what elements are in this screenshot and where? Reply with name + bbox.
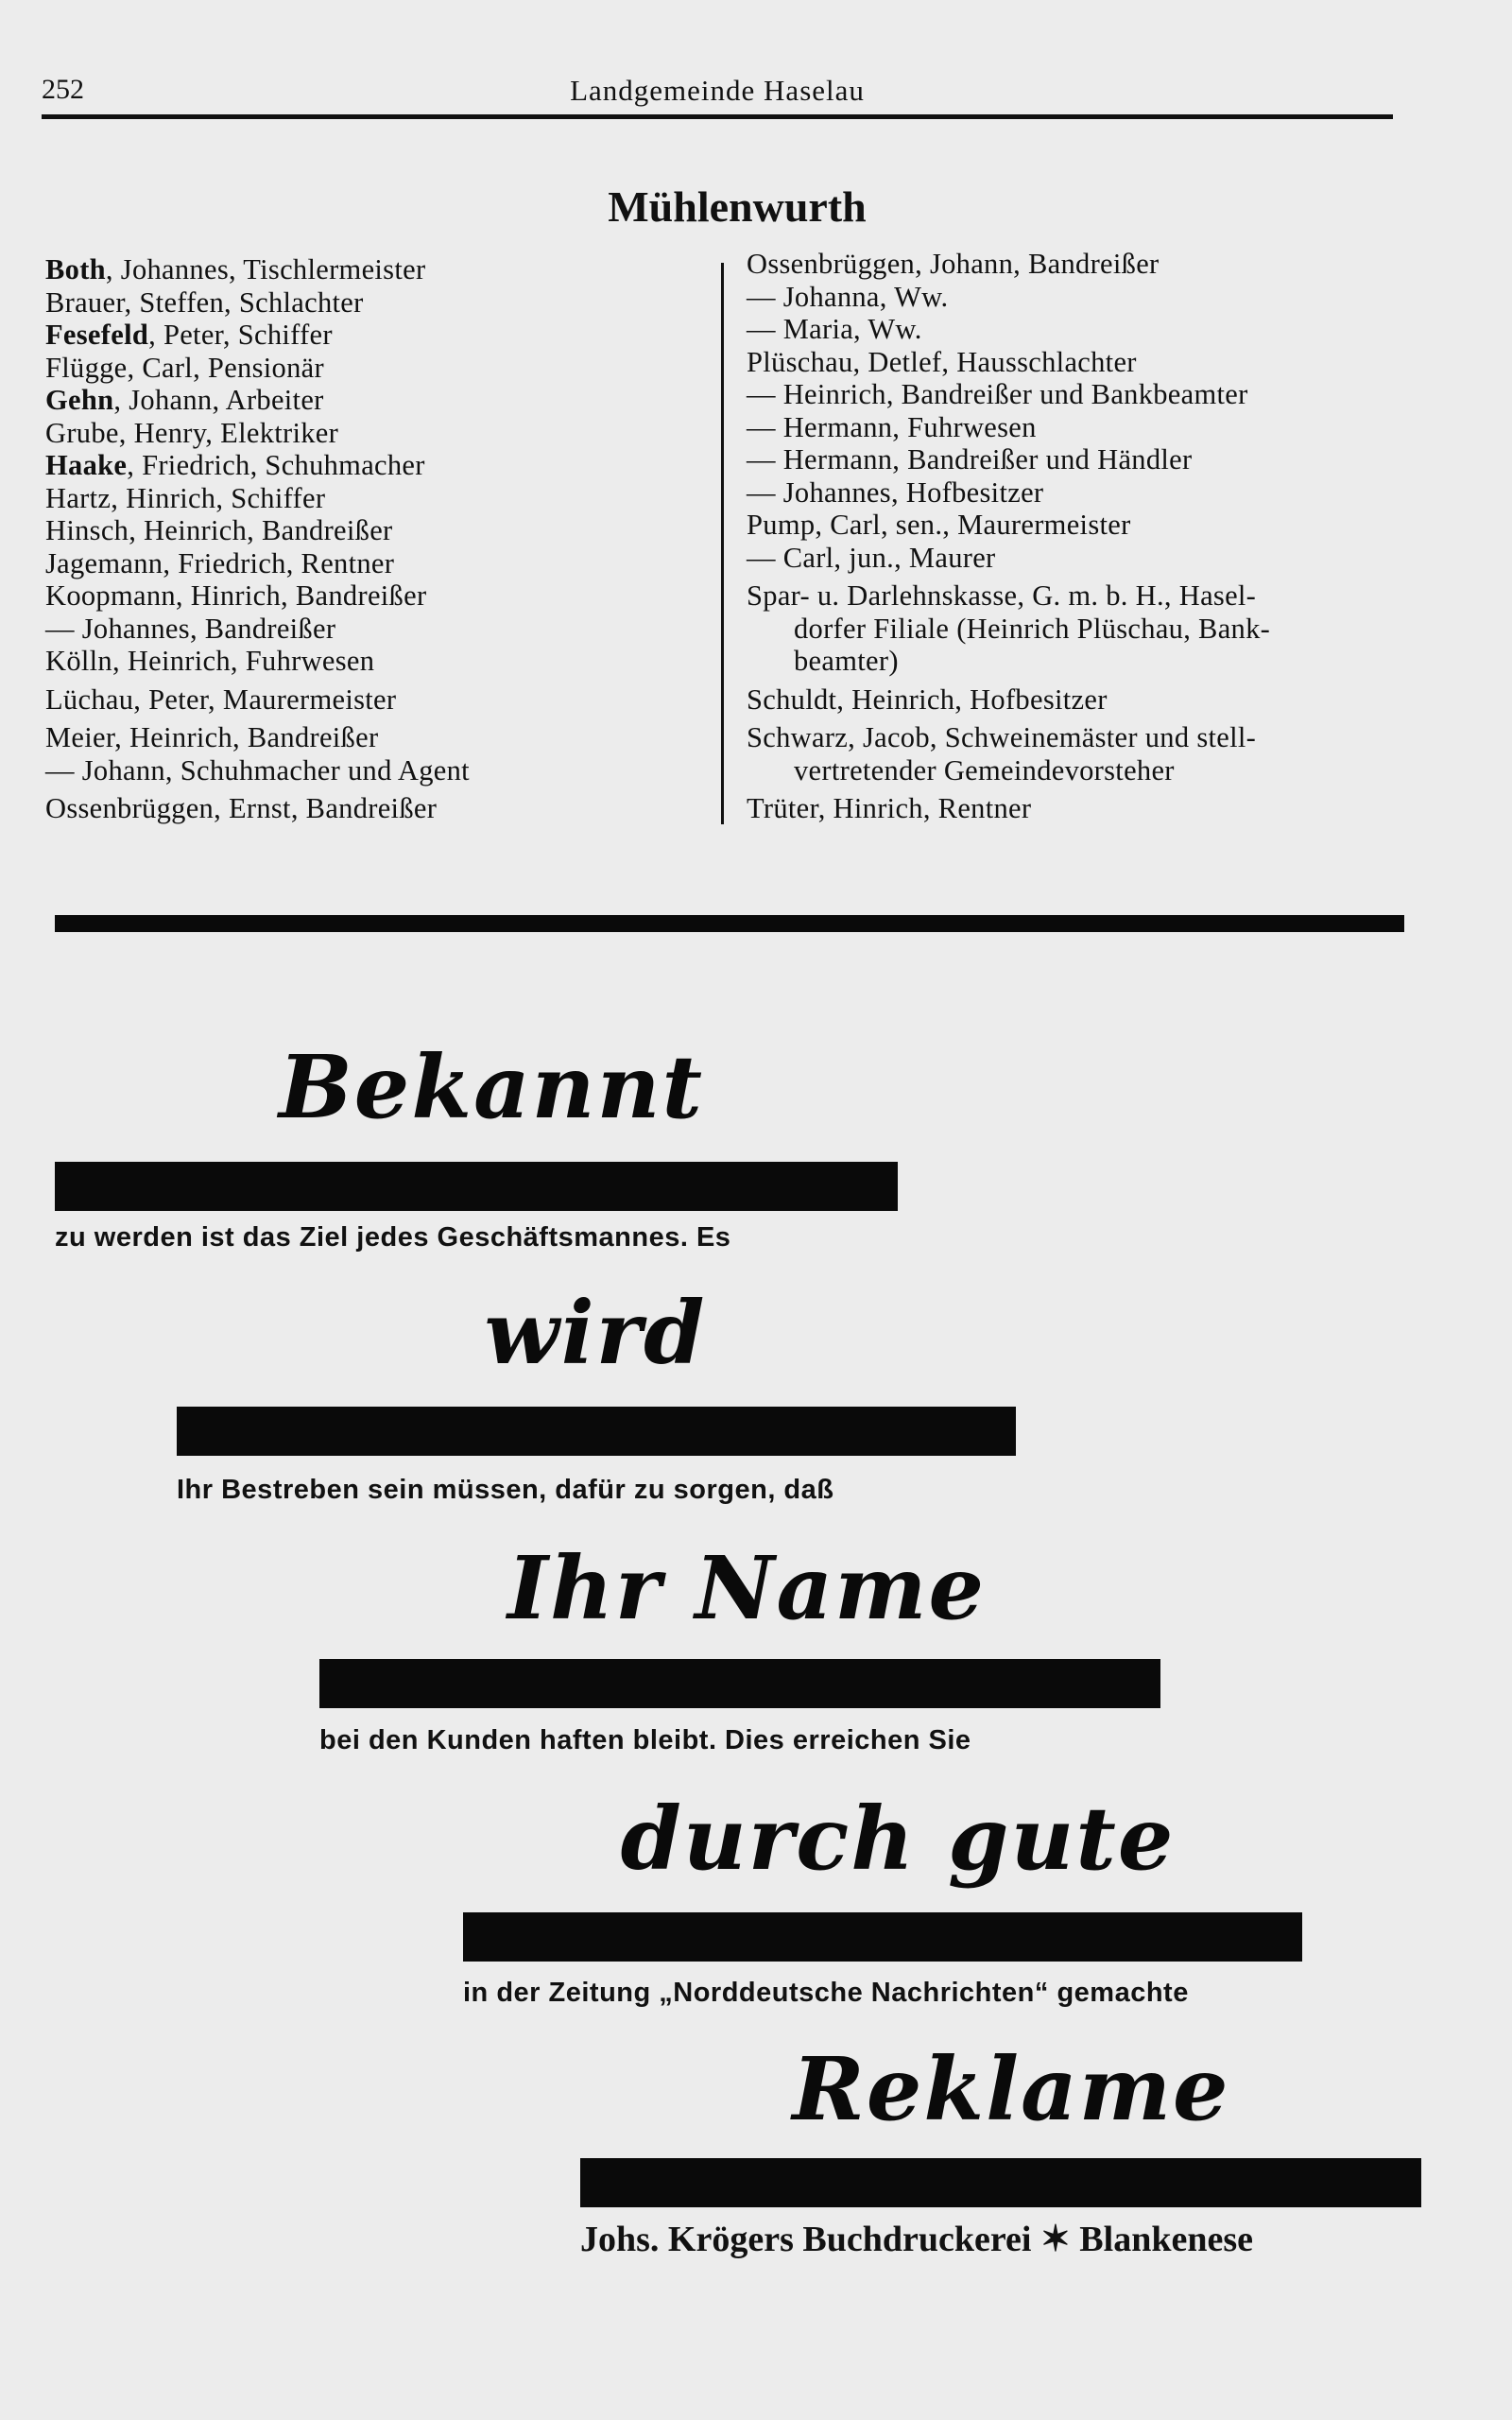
ad-text-line: Ihr Bestreben sein müssen, dafür zu sorgen, daß <box>177 1475 834 1505</box>
list-item: Fesefeld, Peter, Schiffer <box>45 319 333 351</box>
column-divider <box>721 263 724 824</box>
list-item: — Carl, jun., Maurer <box>747 541 996 574</box>
list-item: Ossenbrüggen, Johann, Bandreißer <box>747 248 1160 280</box>
list-item: Hinsch, Heinrich, Bandreißer <box>45 514 393 546</box>
ad-black-bar <box>463 1912 1302 1962</box>
ad-headline-word: Bekannt <box>279 1036 704 1138</box>
running-title: Landgemeinde Haselau <box>570 74 865 107</box>
list-item: — Hermann, Fuhrwesen <box>747 410 1037 443</box>
list-item: Brauer, Steffen, Schlachter <box>45 285 364 319</box>
list-item: Kölln, Heinrich, Fuhrwesen <box>45 645 375 677</box>
list-item: Grube, Henry, Elektriker <box>45 416 339 449</box>
list-item: — Heinrich, Bandreißer und Bankbeamter <box>747 378 1248 410</box>
list-item: — Johannes, Bandreißer <box>45 612 336 645</box>
list-item: Schwarz, Jacob, Schweinemäster und stell- vertretender Gemeindevorsteher <box>747 721 1257 786</box>
ad-black-bar <box>177 1407 1016 1456</box>
ad-text-line: in der Zeitung „Norddeutsche Nachrichten“ gemachte <box>463 1978 1189 2008</box>
list-item: Spar- u. Darlehnskasse, G. m. b. H., Hasel- dorfer Filiale (Heinrich Plüschau, Bank- beamter) <box>747 579 1271 677</box>
resident-list-right <box>747 248 1408 825</box>
ad-black-bar <box>580 2158 1421 2207</box>
list-item: Gehn, Johann, Arbeiter <box>45 384 324 416</box>
list-item: Plüschau, Detlef, Hausschlachter <box>747 345 1137 378</box>
list-item: Lüchau, Peter, Maurermeister <box>45 683 397 716</box>
header-rule <box>42 114 1393 119</box>
list-item: Flügge, Carl, Pensionär <box>45 351 324 384</box>
list-item: Jagemann, Friedrich, Rentner <box>45 546 395 579</box>
list-item: Meier, Heinrich, Bandreißer <box>45 721 379 753</box>
ad-text-line: zu werden ist das Ziel jedes Geschäftsmannes. Es <box>55 1222 731 1253</box>
list-item: Both, Johannes, Tischlermeister <box>45 253 426 285</box>
ad-headline-word: durch gute <box>620 1788 1176 1890</box>
list-item: Haake, Friedrich, Schuhmacher <box>45 449 425 481</box>
list-item: Ossenbrüggen, Ernst, Bandreißer <box>45 792 438 824</box>
ad-headline-word: Reklame <box>792 2038 1230 2140</box>
list-item: — Johanna, Ww. <box>747 280 949 313</box>
list-item: Schuldt, Heinrich, Hofbesitzer <box>747 683 1108 716</box>
resident-list-left <box>45 253 697 825</box>
list-item: Pump, Carl, sen., Maurermeister <box>747 509 1131 541</box>
list-item: — Johann, Schuhmacher und Agent <box>45 753 470 786</box>
list-item: — Johannes, Hofbesitzer <box>747 475 1044 509</box>
printer-signature: Johs. Krögers Buchdruckerei ✶ Blankenese <box>580 2220 1253 2259</box>
ad-headline-word: Ihr Name <box>507 1537 986 1639</box>
ad-headline-word: wird <box>484 1282 707 1384</box>
ad-black-bar <box>55 1162 898 1211</box>
list-item: Trüter, Hinrich, Rentner <box>747 792 1032 824</box>
list-item: — Maria, Ww. <box>747 313 922 345</box>
list-item: Koopmann, Hinrich, Bandreißer <box>45 579 427 612</box>
page-header <box>42 74 1393 112</box>
ad-text-line: bei den Kunden haften bleibt. Dies erreichen Sie <box>319 1725 971 1755</box>
list-item: — Hermann, Bandreißer und Händler <box>747 443 1193 475</box>
advertisement-divider <box>55 915 1404 932</box>
ad-black-bar <box>319 1659 1160 1708</box>
page-number: 252 <box>42 74 84 105</box>
section-title: Mühlenwurth <box>608 182 867 231</box>
list-item: Hartz, Hinrich, Schiffer <box>45 481 326 514</box>
